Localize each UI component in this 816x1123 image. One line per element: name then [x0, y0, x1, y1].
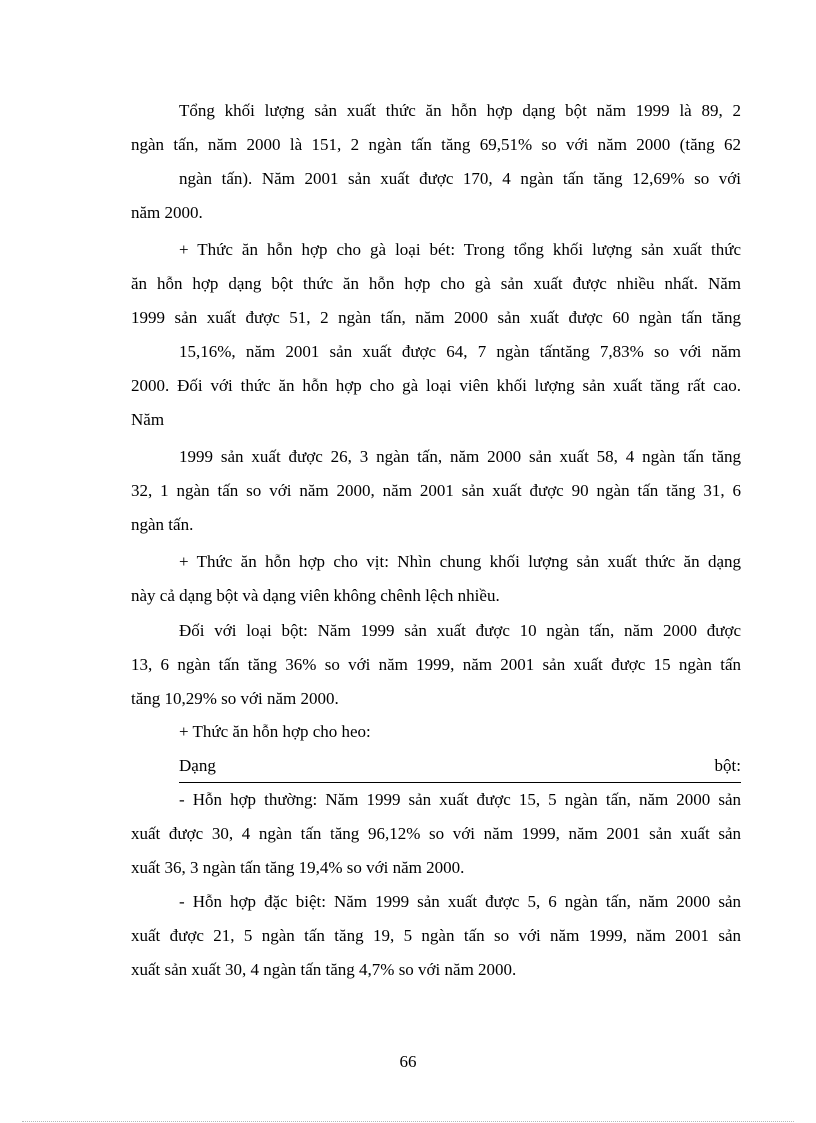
- page-bottom-divider: [22, 1121, 794, 1122]
- text-line: Đối với loại bột: Năm 1999 sản xuất được 10 ngàn tấn, năm 2000 được: [179, 621, 741, 640]
- text-line: 2000. Đối với thức ăn hỗn hợp cho gà loại viên khối lượng sản xuất tăng rất cao.: [131, 376, 741, 395]
- text-line: ăn hỗn hợp dạng bột thức ăn hỗn hợp cho gà sản xuất được nhiều nhất. Năm: [131, 274, 741, 293]
- text-line: + Thức ăn hỗn hợp cho heo:: [179, 722, 371, 741]
- text-line: tăng 10,29% so với năm 2000.: [131, 689, 339, 708]
- text-line: năm 2000.: [131, 203, 203, 222]
- heading-right: bột:: [714, 756, 741, 775]
- text-line: xuất sản xuất 30, 4 ngàn tấn tăng 4,7% so với năm 2000.: [131, 960, 517, 979]
- heading-left: Dạng: [179, 756, 216, 775]
- section-heading: [131, 749, 741, 783]
- text-line: 13, 6 ngàn tấn tăng 36% so với năm 1999, năm 2001 sản xuất được 15 ngàn tấn: [131, 655, 741, 674]
- text-line: 32, 1 ngàn tấn so với năm 2000, năm 2001 sản xuất được 90 ngàn tấn tăng 31, 6: [131, 481, 741, 500]
- text-line: + Thức ăn hỗn hợp cho vịt: Nhìn chung khối lượng sản xuất thức ăn dạng: [179, 552, 741, 571]
- text-line: xuất được 30, 4 ngàn tấn tăng 96,12% so với năm 1999, năm 2001 sản xuất sản: [131, 824, 741, 843]
- heading-underline: [179, 749, 741, 783]
- text-line: + Thức ăn hỗn hợp cho gà loại bét: Trong tổng khối lượng sản xuất thức: [179, 240, 741, 259]
- text-line: này cả dạng bột và dạng viên không chênh lệch nhiều.: [131, 586, 500, 605]
- text-line: 1999 sản xuất được 51, 2 ngàn tấn, năm 2000 sản xuất được 60 ngàn tấn tăng: [131, 308, 741, 327]
- text-line: xuất 36, 3 ngàn tấn tăng 19,4% so với năm 2000.: [131, 858, 465, 877]
- text-line: 1999 sản xuất được 26, 3 ngàn tấn, năm 2000 sản xuất 58, 4 ngàn tấn tăng: [179, 447, 741, 466]
- text-line: 15,16%, năm 2001 sản xuất được 64, 7 ngàn tấntăng 7,83% so với năm: [179, 342, 741, 361]
- text-line: Tổng khối lượng sản xuất thức ăn hỗn hợp dạng bột năm 1999 là 89, 2: [179, 101, 741, 120]
- text-line: ngàn tấn.: [131, 515, 194, 534]
- text-line: ngàn tấn). Năm 2001 sản xuất được 170, 4 ngàn tấn tăng 12,69% so với: [179, 169, 741, 188]
- text-line: Năm: [131, 410, 165, 429]
- text-line: - Hỗn hợp thường: Năm 1999 sản xuất được 15, 5 ngàn tấn, năm 2000 sản: [179, 790, 741, 809]
- text-line: xuất được 21, 5 ngàn tấn tăng 19, 5 ngàn tấn so với năm 1999, năm 2001 sản: [131, 926, 741, 945]
- text-line: - Hỗn hợp đặc biệt: Năm 1999 sản xuất được 5, 6 ngàn tấn, năm 2000 sản: [179, 892, 741, 911]
- text-line: ngàn tấn, năm 2000 là 151, 2 ngàn tấn tăng 69,51% so với năm 2000 (tăng 62: [131, 135, 741, 154]
- page-number: 66: [399, 1052, 417, 1071]
